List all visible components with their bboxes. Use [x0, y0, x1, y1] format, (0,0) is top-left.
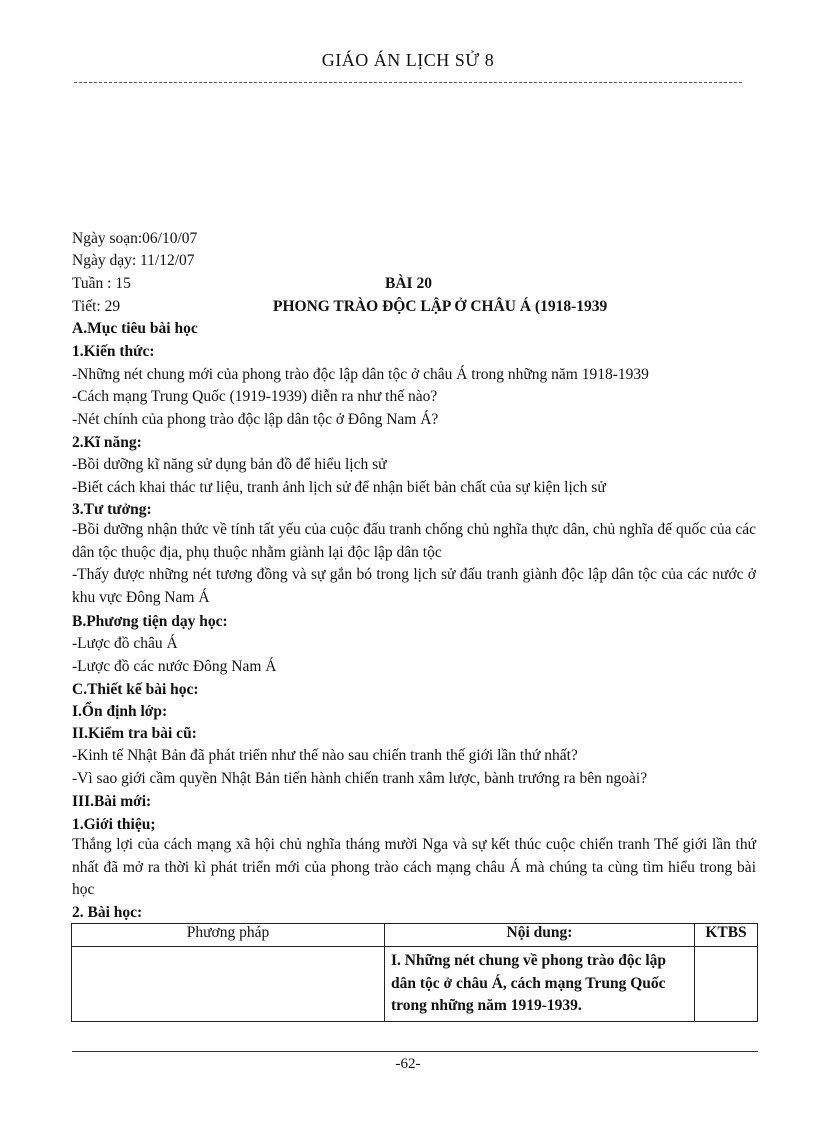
review-question: -Vì sao giới cầm quyền Nhật Bản tiến hành chiến tranh xâm lược, bành trướng ra bên ngoài? — [72, 770, 648, 787]
step-class-order: I.Ổn định lớp: — [72, 703, 168, 720]
thought-item: -Thấy được những nét tương đồng và sự gắn bó trong lịch sử đấu tranh giành độc lập dân tộc của các nước ở khu vực Đông Nam Á — [72, 566, 756, 606]
skills-heading: 2.Kĩ năng: — [72, 434, 142, 451]
period: Tiết: 29 — [72, 298, 121, 315]
column-header-content: Nội dung: — [385, 924, 695, 947]
thought-item: -Bồi dưỡng nhận thức về tính tất yếu của cuộc đấu tranh chống chủ nghĩa thực dân, chủ nghĩa đế quốc của các dân tộc thuộc địa, phụ thuộc nhằm giành lại độc lập dân tộc — [72, 521, 756, 561]
media-item: -Lược đồ châu Á — [72, 635, 178, 652]
step-review-heading: II.Kiểm tra bài cũ: — [72, 725, 197, 742]
knowledge-item: -Cách mạng Trung Quốc (1919-1939) diễn ra như thế nào? — [72, 388, 438, 405]
method-cell — [72, 947, 385, 1022]
knowledge-item: -Những nét chung mới của phong trào độc lập dân tộc ở châu Á trong những năm 1918-1939 — [72, 366, 649, 383]
page-header-title: GIÁO ÁN LỊCH SỬ 8 — [321, 50, 495, 70]
step-new-lesson-heading: III.Bài mới: — [72, 793, 152, 810]
knowledge-heading: 1.Kiến thức: — [72, 343, 155, 360]
column-header-method: Phương pháp — [72, 924, 385, 947]
skills-item: -Bồi dưỡng kĩ năng sử dụng bản đồ để hiểu lịch sử — [72, 456, 387, 473]
section-a-heading: A.Mục tiêu bài học — [72, 320, 198, 337]
column-header-ktbs: KTBS — [695, 924, 758, 947]
intro-paragraph: Thắng lợi của cách mạng xã hội chủ nghĩa tháng mười Nga và sự kết thúc cuộc chiến tranh Thế giới lần thứ nhất đã mở ra thời kì phát triển mới của phong trào cách mạng châu Á mà chúng ta cùng tìm hiểu trong bài học — [72, 836, 756, 898]
page-number: -62- — [395, 1056, 421, 1072]
intro-heading: 1.Giới thiệu; — [72, 816, 156, 833]
skills-item: -Biết cách khai thác tư liệu, tranh ảnh lịch sử để nhận biết bản chất của sự kiện lịch sử — [72, 479, 606, 496]
lesson-number: BÀI 20 — [385, 275, 432, 292]
lesson-plan-table — [71, 923, 758, 1022]
lesson-title: PHONG TRÀO ĐỘC LẬP Ở CHÂU Á (1918-1939 — [273, 298, 608, 315]
section-c-heading: C.Thiết kế bài học: — [72, 681, 199, 698]
review-question: -Kinh tế Nhật Bản đã phát triển như thế nào sau chiến tranh thế giới lần thứ nhất? — [72, 747, 578, 764]
week: Tuần : 15 — [72, 275, 131, 292]
lesson-body-heading: 2. Bài học: — [72, 904, 143, 921]
header-divider — [74, 82, 742, 83]
thought-heading: 3.Tư tưởng: — [72, 501, 152, 518]
section-b-heading: B.Phương tiện dạy học: — [72, 613, 228, 630]
content-cell: I. Những nét chung về phong trào độc lập dân tộc ở châu Á, cách mạng Trung Quốc trong những năm 1919-1939. — [385, 947, 695, 1022]
knowledge-item: -Nét chính của phong trào độc lập dân tộc ở Đông Nam Á? — [72, 411, 439, 428]
media-item: -Lược đồ các nước Đông Nam Á — [72, 658, 277, 675]
table-row — [72, 947, 758, 1022]
ktbs-cell — [695, 947, 758, 1022]
date-prepared: Ngày soạn:06/10/07 — [72, 230, 198, 247]
date-taught: Ngày dạy: 11/12/07 — [72, 252, 195, 269]
footer-divider — [72, 1051, 758, 1052]
table-header-row — [72, 924, 758, 947]
